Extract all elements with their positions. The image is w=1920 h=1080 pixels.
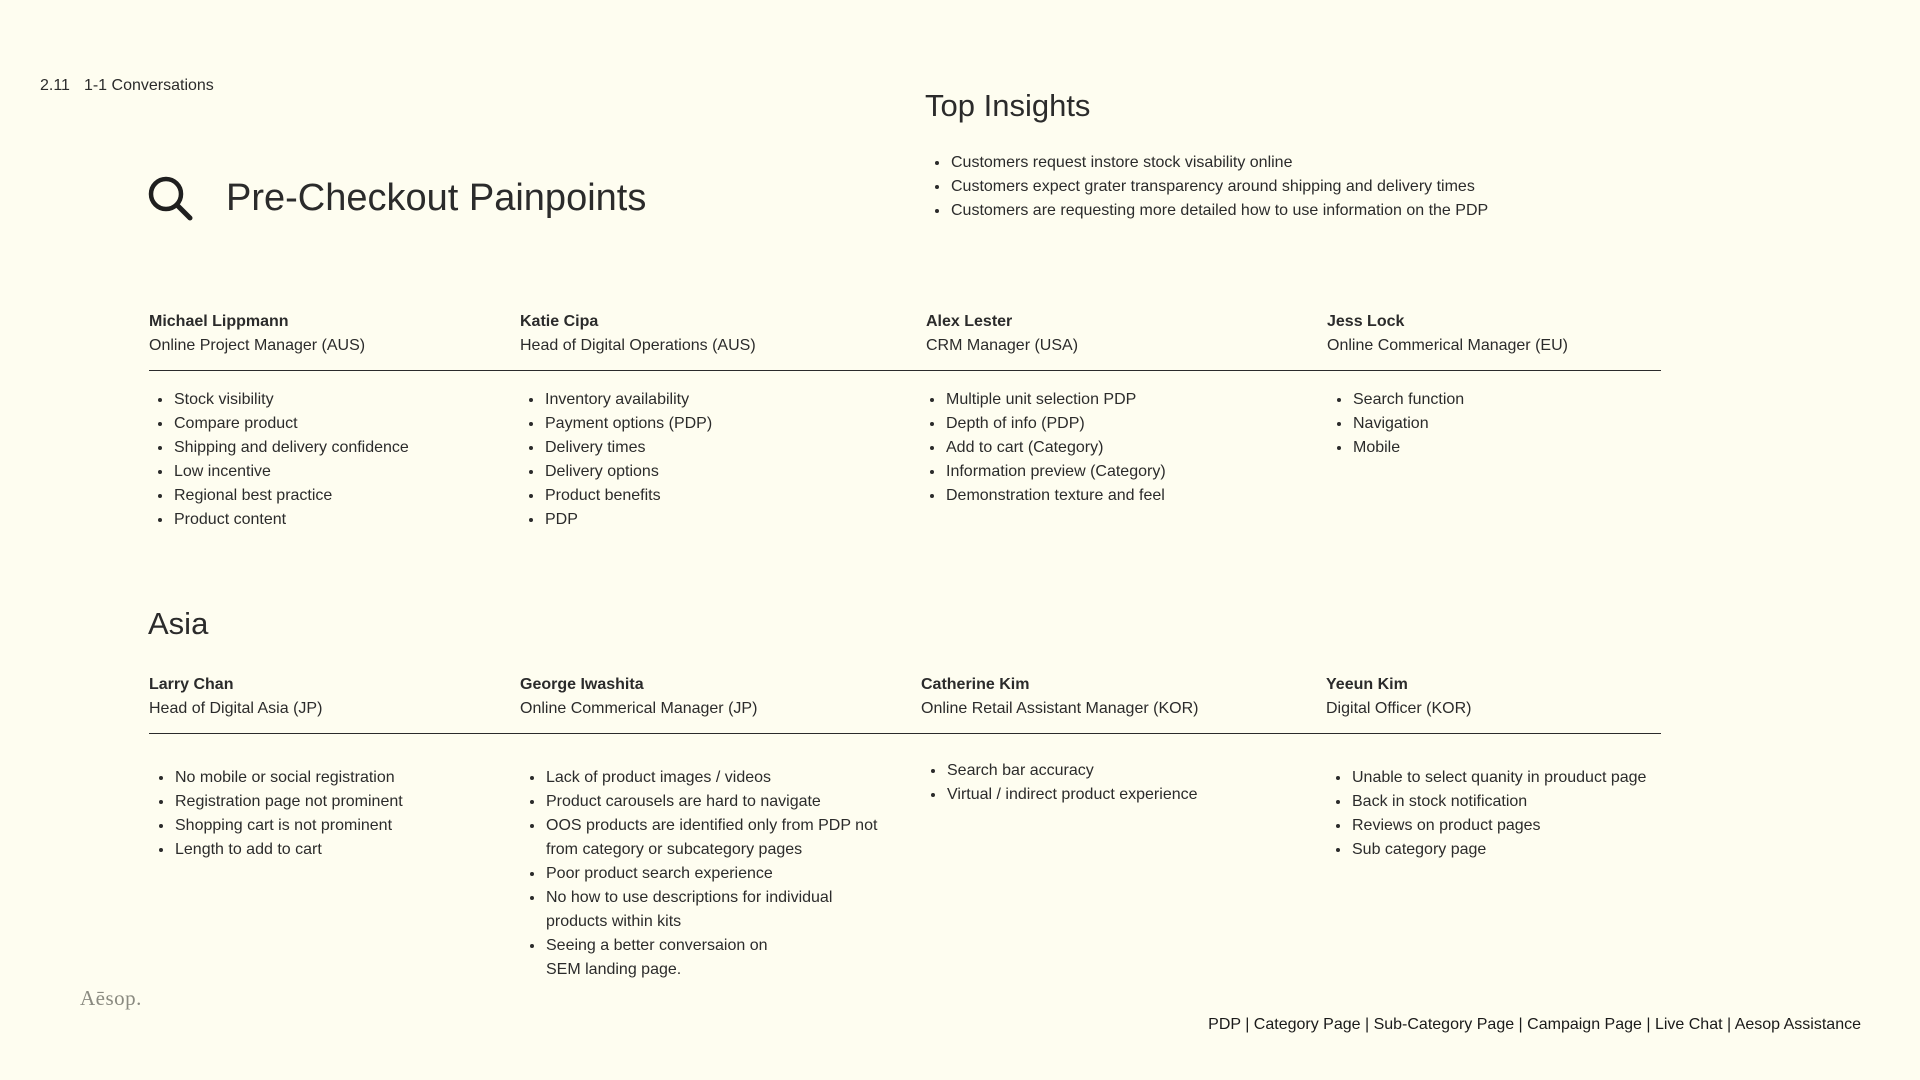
- top-insights-list: [925, 151, 1488, 223]
- person-role: Online Retail Assistant Manager (KOR): [921, 700, 1199, 717]
- person-name: George Iwashita: [520, 676, 644, 693]
- painpoint-item: • No how to use descriptions for individual products within kits: [545, 886, 895, 934]
- painpoint-item: • Low incentive: [173, 460, 409, 484]
- person-name: Yeeun Kim: [1326, 676, 1408, 693]
- painpoint-list: [921, 388, 1166, 508]
- person-name: Catherine Kim: [921, 676, 1030, 693]
- painpoint-item: • Shipping and delivery confidence: [173, 436, 409, 460]
- painpoint-item: • Information preview (Category): [945, 460, 1166, 484]
- painpoint-item: • Registration page not prominent: [174, 790, 494, 814]
- painpoint-item: • Inventory availability: [544, 388, 712, 412]
- person-card: [520, 673, 757, 721]
- painpoint-item: • Delivery options: [544, 460, 712, 484]
- page-title: Pre-Checkout Painpoints: [226, 177, 647, 219]
- person-card: [926, 310, 1078, 358]
- painpoint-item: • PDP: [544, 508, 712, 532]
- painpoint-item: • Mobile: [1352, 436, 1464, 460]
- painpoint-item: • Sub category page: [1351, 838, 1681, 862]
- painpoint-item: • Unable to select quanity in prouduct page: [1351, 766, 1681, 790]
- person-name: Larry Chan: [149, 676, 234, 693]
- painpoint-item: • Navigation: [1352, 412, 1464, 436]
- painpoint-list: [149, 388, 409, 532]
- painpoint-list: [922, 759, 1326, 807]
- painpoint-item: • Poor product search experience: [545, 862, 895, 886]
- painpoint-list: [1328, 388, 1464, 460]
- insight-item: • Customers expect grater transparency around shipping and delivery times: [950, 175, 1488, 199]
- person-role: Head of Digital Operations (AUS): [520, 337, 756, 354]
- section-label: [40, 77, 214, 95]
- person-card: [149, 673, 322, 721]
- insight-item: • Customers request instore stock visability online: [950, 151, 1488, 175]
- divider: [149, 370, 1661, 371]
- painpoint-item: • Lack of product images / videos: [545, 766, 895, 790]
- painpoint-item: • Back in stock notification: [1351, 790, 1681, 814]
- painpoint-item: • Product content: [173, 508, 409, 532]
- painpoint-list: [150, 766, 494, 862]
- painpoint-item: • Seeing a better conversaion on SEM landing page.: [545, 934, 786, 982]
- painpoint-item: • Demonstration texture and feel: [945, 484, 1166, 508]
- person-role: Online Commerical Manager (EU): [1327, 337, 1568, 354]
- person-role: Head of Digital Asia (JP): [149, 700, 323, 717]
- painpoint-item: • No mobile or social registration: [174, 766, 494, 790]
- painpoint-list: [1327, 766, 1681, 862]
- painpoint-item: • OOS products are identified only from PDP not from category or subcategory pages: [545, 814, 895, 862]
- person-role: Online Commerical Manager (JP): [520, 700, 758, 717]
- painpoint-item: • Virtual / indirect product experience: [946, 783, 1326, 807]
- section-number: 2.11: [40, 77, 70, 94]
- painpoint-item: • Shopping cart is not prominent: [174, 814, 494, 838]
- insight-item: • Customers are requesting more detailed how to use information on the PDP: [950, 199, 1488, 223]
- person-name: Alex Lester: [926, 313, 1013, 330]
- painpoint-item: • Reviews on product pages: [1351, 814, 1681, 838]
- painpoint-item: • Compare product: [173, 412, 409, 436]
- person-card: [149, 310, 365, 358]
- divider: [149, 733, 1661, 734]
- person-role: Digital Officer (KOR): [1326, 700, 1472, 717]
- person-name: Katie Cipa: [520, 313, 599, 330]
- person-card: [520, 310, 756, 358]
- person-card: [1327, 310, 1568, 358]
- painpoint-item: • Product benefits: [544, 484, 712, 508]
- person-name: Jess Lock: [1327, 313, 1405, 330]
- painpoint-item: • Delivery times: [544, 436, 712, 460]
- person-role: Online Project Manager (AUS): [149, 337, 366, 354]
- person-card: [921, 673, 1198, 721]
- section-name: 1-1 Conversations: [83, 77, 214, 94]
- painpoint-item: • Search function: [1352, 388, 1464, 412]
- painpoint-item: • Payment options (PDP): [544, 412, 712, 436]
- painpoint-item: • Regional best practice: [173, 484, 409, 508]
- region-title: Asia: [148, 606, 209, 641]
- painpoint-item: • Add to cart (Category): [945, 436, 1166, 460]
- painpoint-item: • Depth of info (PDP): [945, 412, 1166, 436]
- aesop-logo: Aēsop.: [80, 986, 142, 1010]
- person-card: [1326, 673, 1472, 721]
- painpoint-item: • Stock visibility: [173, 388, 409, 412]
- top-insights-title: Top Insights: [925, 88, 1091, 123]
- painpoint-list: [521, 766, 895, 982]
- search-icon: [146, 174, 196, 224]
- person-name: Michael Lippmann: [149, 313, 289, 330]
- painpoint-list: [520, 388, 712, 532]
- painpoint-item: • Search bar accuracy: [946, 759, 1326, 783]
- person-role: CRM Manager (USA): [926, 337, 1079, 354]
- painpoint-item: • Product carousels are hard to navigate: [545, 790, 895, 814]
- footer-links: PDP | Category Page | Sub-Category Page | Campaign Page | Live Chat | Aesop Assistance: [1208, 1016, 1861, 1033]
- painpoint-item: • Multiple unit selection PDP: [945, 388, 1166, 412]
- painpoint-item: • Length to add to cart: [174, 838, 494, 862]
